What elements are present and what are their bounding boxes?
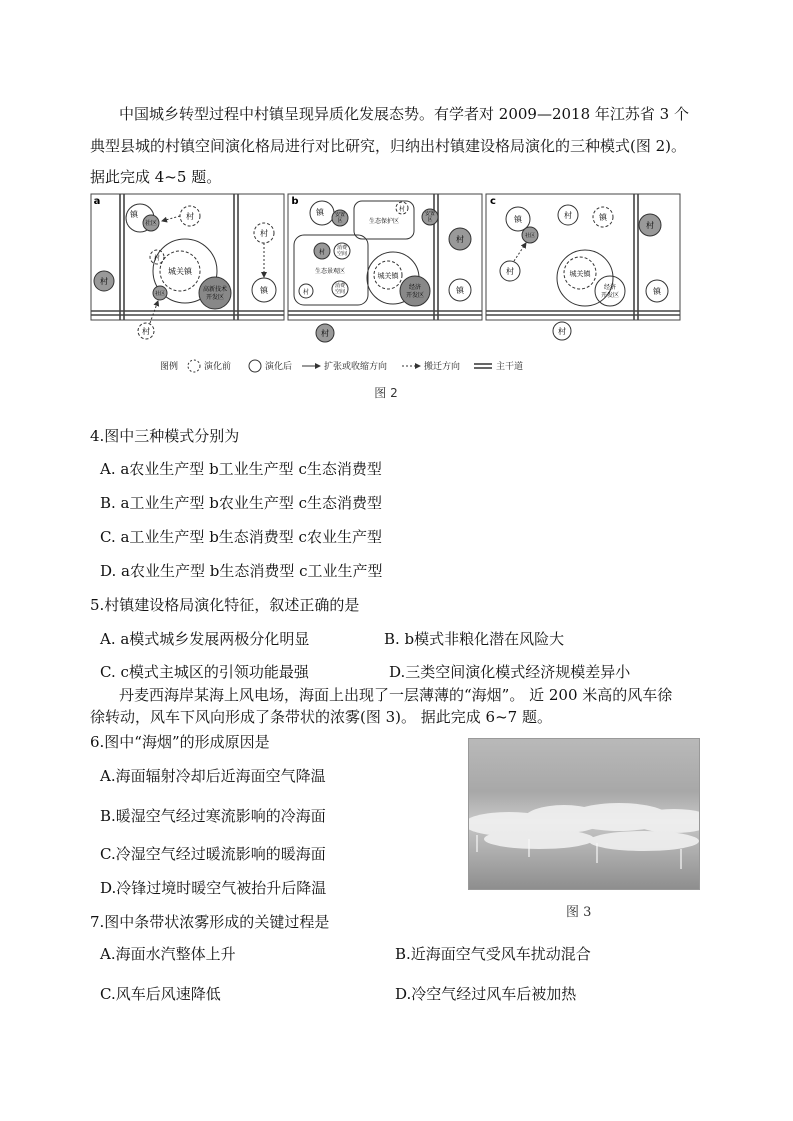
- svg-text:村: 村: [321, 329, 329, 338]
- svg-text:村: 村: [302, 289, 310, 296]
- svg-text:村: 村: [558, 327, 566, 336]
- legend-title: 图例: [160, 362, 179, 372]
- q7-option-d[interactable]: D.冷空气经过风车后被加热: [395, 985, 577, 1003]
- figure-3-caption: 图 3: [566, 905, 592, 920]
- q5-option-d[interactable]: D.三类空间演化模式经济规模差异小: [389, 663, 631, 681]
- svg-text:区: 区: [337, 218, 343, 224]
- legend-after-icon: [249, 360, 261, 372]
- svg-text:消费: 消费: [334, 283, 346, 289]
- svg-text:主干道: 主干道: [496, 362, 524, 372]
- q4-option-d[interactable]: D. a农业生产型 b生态消费型 c工业生产型: [100, 562, 383, 580]
- svg-text:扩张或收缩方向: 扩张或收缩方向: [324, 362, 388, 372]
- intro-line-3: 据此完成 4~5 题。: [90, 168, 222, 186]
- svg-text:高新技术: 高新技术: [202, 286, 228, 293]
- panel-b-label: b: [291, 196, 299, 207]
- svg-text:演化后: 演化后: [265, 362, 293, 372]
- q6-option-a[interactable]: A.海面辐射冷却后近海面空气降温: [100, 767, 326, 785]
- q4-stem: 4.图中三种模式分别为: [90, 427, 240, 445]
- legend-before-icon: [188, 360, 200, 372]
- svg-text:安置: 安置: [334, 212, 346, 218]
- q5-option-a[interactable]: A. a模式城乡发展两极分化明显: [100, 630, 310, 648]
- svg-text:镇: 镇: [130, 210, 138, 219]
- svg-text:城关镇: 城关镇: [569, 270, 591, 278]
- svg-text:村: 村: [564, 211, 572, 220]
- q7-option-a[interactable]: A.海面水汽整体上升: [100, 945, 236, 963]
- svg-text:生态保护区: 生态保护区: [368, 218, 400, 225]
- svg-text:村: 村: [142, 327, 150, 336]
- svg-text:开发区: 开发区: [405, 292, 425, 299]
- svg-text:经济: 经济: [408, 284, 422, 291]
- q5-stem: 5.村镇建设格局演化特征，叙述正确的是: [90, 596, 360, 614]
- panel-c: [490, 196, 668, 340]
- svg-text:镇: 镇: [260, 286, 268, 295]
- svg-text:搬迁方向: 搬迁方向: [424, 362, 461, 372]
- figure-3-photo: [468, 738, 700, 890]
- svg-text:空间: 空间: [336, 251, 348, 257]
- svg-text:镇: 镇: [456, 286, 464, 295]
- svg-text:社区: 社区: [144, 220, 158, 227]
- main-roads: [91, 194, 680, 320]
- svg-text:城关镇: 城关镇: [377, 272, 399, 280]
- svg-text:村: 村: [318, 249, 326, 256]
- svg-text:村: 村: [260, 229, 268, 238]
- svg-text:村: 村: [398, 206, 406, 213]
- intro-line-2: 典型县城的村镇空间演化格局进行对比研究，归纳出村镇建设格局演化的三种模式(图 2)。: [90, 137, 687, 155]
- q7-option-c[interactable]: C.风车后风速降低: [100, 985, 221, 1003]
- svg-text:区: 区: [427, 217, 433, 223]
- intro2-line-1: 丹麦西海岸某海上风电场，海面上出现了一层薄薄的“海烟”。 近 200 米高的风车徐: [119, 686, 673, 704]
- q6-option-c[interactable]: C.冷湿空气经过暖流影响的暖海面: [100, 845, 326, 863]
- panel-c-label: c: [490, 196, 496, 207]
- panel-a: [94, 196, 276, 339]
- svg-text:演化前: 演化前: [204, 362, 232, 372]
- q4-option-b[interactable]: B. a工业生产型 b农业生产型 c生态消费型: [100, 494, 383, 512]
- svg-text:村: 村: [153, 255, 161, 262]
- q5-option-b[interactable]: B. b模式非粮化潜在风险大: [384, 630, 565, 648]
- q6-stem: 6.图中“海烟”的形成原因是: [90, 733, 270, 751]
- svg-text:消费: 消费: [336, 245, 348, 251]
- svg-text:村: 村: [186, 212, 194, 221]
- svg-text:经济: 经济: [603, 284, 617, 291]
- figure-2-legend: [160, 360, 523, 372]
- q7-option-b[interactable]: B.近海面空气受风车扰动混合: [395, 945, 591, 963]
- svg-text:村: 村: [456, 235, 464, 244]
- svg-text:空间: 空间: [334, 289, 346, 295]
- svg-text:社区: 社区: [154, 291, 166, 297]
- svg-text:村: 村: [646, 221, 654, 230]
- intro-line-1: 中国城乡转型过程中村镇呈现异质化发展态势。有学者对 2009—2018 年江苏省 3 个: [119, 105, 689, 123]
- q7-stem: 7.图中条带状浓雾形成的关键过程是: [90, 913, 330, 931]
- q4-option-c[interactable]: C. a工业生产型 b生态消费型 c农业生产型: [100, 528, 382, 546]
- figure-2-diagram: [90, 193, 682, 403]
- svg-text:城关镇: 城关镇: [168, 267, 192, 276]
- q5-option-c[interactable]: C. c模式主城区的引领功能最强: [100, 663, 309, 681]
- q4-option-a[interactable]: A. a农业生产型 b工业生产型 c生态消费型: [100, 460, 382, 478]
- svg-text:镇: 镇: [316, 208, 324, 217]
- q6-option-d[interactable]: D.冷锋过境时暖空气被抬升后降温: [100, 879, 327, 897]
- svg-text:安置: 安置: [424, 211, 436, 217]
- svg-text:村: 村: [506, 267, 514, 276]
- panel-a-label: a: [93, 196, 101, 207]
- intro2-line-2: 徐转动，风车下风向形成了条带状的浓雾(图 3)。 据此完成 6~7 题。: [90, 708, 552, 726]
- svg-text:开发区: 开发区: [205, 294, 225, 301]
- svg-text:生态景观区: 生态景观区: [314, 268, 346, 275]
- svg-text:村: 村: [100, 277, 108, 286]
- svg-text:社区: 社区: [524, 233, 536, 239]
- figure-2-caption: 图 2: [374, 386, 398, 400]
- svg-text:镇: 镇: [514, 215, 522, 224]
- q6-option-b[interactable]: B.暖湿空气经过寒流影响的冷海面: [100, 807, 326, 825]
- svg-text:镇: 镇: [599, 213, 607, 222]
- svg-text:开发区: 开发区: [600, 292, 620, 299]
- svg-text:镇: 镇: [653, 287, 661, 296]
